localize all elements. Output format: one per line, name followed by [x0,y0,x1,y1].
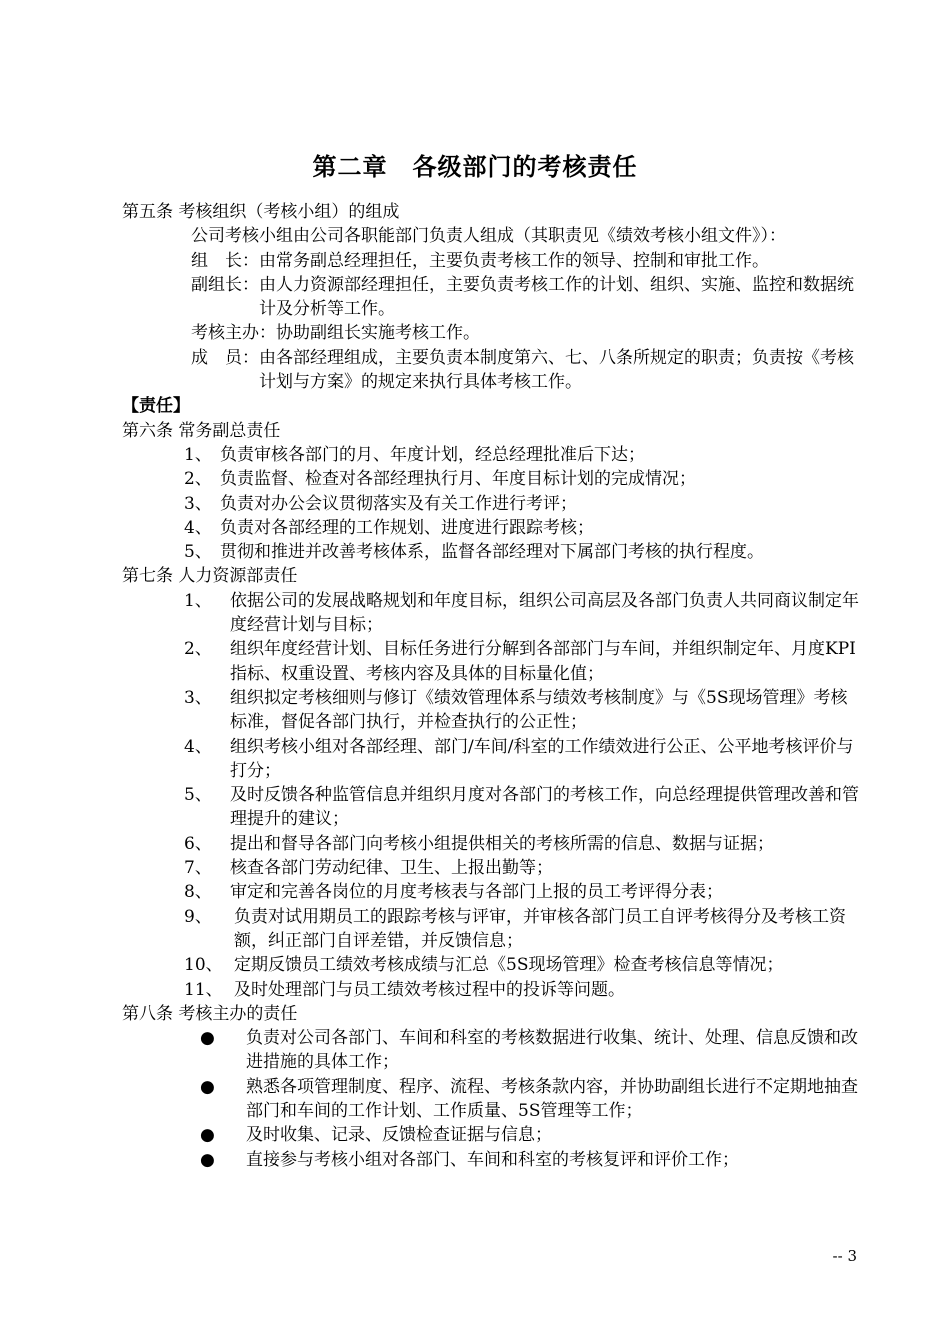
list-item [184,905,864,954]
item-text: 及时处理部门与员工绩效考核过程中的投诉等问题。 [234,979,625,1000]
bullet-icon: ● [200,1076,215,1097]
item-number: 3、 [184,687,212,708]
item-text: 直接参与考核小组对各部门、车间和科室的考核复评和评价工作； [246,1149,739,1170]
role-text: 协助副组长实施考核工作。 [276,323,480,344]
list-item [184,467,864,491]
item-text: 负责对各部经理的工作规划、进度进行跟踪考核； [220,517,594,538]
item-text: 负责对办公会议贯彻落实及有关工作进行考评； [220,493,577,514]
list-item [184,589,864,638]
article-5-intro: 公司考核小组由公司各职能部门负责人组成（其职责见《绩效考核小组文件》）： [191,226,786,247]
list-item [184,856,864,880]
section-tag: 【责任】 [122,396,190,417]
role-deputy-leader [122,273,864,322]
article-7-list [122,589,864,1002]
role-label: 副组长： [191,274,259,295]
item-number: 2、 [184,639,212,660]
item-text: 负责监督、检查对各部经理执行月、年度目标计划的完成情况； [220,469,696,490]
item-number: 3、 [184,493,212,514]
list-item [184,686,864,735]
bullet-icon: ● [200,1125,215,1146]
article-6-list [122,443,864,564]
item-text: 定期反馈员工绩效考核成绩与汇总《5S现场管理》检查考核信息等情况； [234,955,784,976]
list-item [200,1123,864,1147]
item-number: 4、 [184,736,212,757]
item-text: 贯彻和推进并改善考核体系，监督各部经理对下属部门考核的执行程度。 [220,542,764,563]
item-number: 11、 [184,979,223,1000]
article-8-list [122,1026,864,1172]
item-number: 1、 [184,590,212,611]
list-item [184,637,864,686]
document-body [122,200,864,1172]
item-text: 负责对试用期员工的跟踪考核与评审，并审核各部门员工自评考核得分及考核工资额，纠正部门自评差错，并反馈信息； [234,906,846,951]
role-label: 成 员： [191,347,259,368]
role-leader [122,249,864,273]
role-label: 组 长： [191,250,259,271]
role-text: 由常务副总经理担任，主要负责考核工作的领导、控制和审批工作。 [259,250,769,271]
bullet-icon: ● [200,1028,215,1049]
article-6-heading: 第六条 常务副总责任 [122,420,281,441]
item-number: 9、 [184,906,212,927]
list-item [184,492,864,516]
item-text: 熟悉各项管理制度、程序、流程、考核条款内容，并协助副组长进行不定期地抽查部门和车间的工作计划、工作质量、5S管理等工作； [246,1076,858,1121]
role-organizer [122,321,864,345]
list-item [184,516,864,540]
bullet-icon: ● [200,1149,215,1170]
item-number: 5、 [184,542,212,563]
item-text: 及时反馈各种监管信息并组织月度对各部门的考核工作，向总经理提供管理改善和管理提升的建议； [230,785,859,830]
item-number: 5、 [184,785,212,806]
item-text: 负责审核各部门的月、年度计划，经总经理批准后下达； [220,444,645,465]
list-item [200,1075,864,1124]
role-member [122,346,864,395]
item-text: 负责对公司各部门、车间和科室的考核数据进行收集、统计、处理、信息反馈和改进措施的具体工作； [246,1028,858,1073]
list-item [184,953,864,977]
item-number: 8、 [184,882,212,903]
list-item [200,1148,864,1172]
list-item [184,978,864,1002]
article-5-heading: 第五条 考核组织（考核小组）的组成 [122,202,400,222]
page-number: -- 3 [832,1247,857,1265]
list-item [184,735,864,784]
list-item [184,443,864,467]
item-number: 1、 [184,444,212,465]
list-item [200,1026,864,1075]
item-text: 及时收集、记录、反馈检查证据与信息； [246,1125,552,1146]
item-number: 10、 [184,955,223,976]
list-item [184,783,864,832]
article-8-heading: 第八条 考核主办的责任 [122,1003,298,1024]
role-label: 考核主办： [191,323,276,344]
chapter-title: 第二章 各级部门的考核责任 [312,153,638,181]
item-number: 4、 [184,517,212,538]
item-text: 审定和完善各岗位的月度考核表与各部门上报的员工考评得分表； [230,882,723,903]
item-text: 组织拟定考核细则与修订《绩效管理体系与绩效考核制度》与《5S现场管理》考核标准，督促各部门执行，并检查执行的公正性； [230,687,848,733]
role-text: 由各部经理组成，主要负责本制度第六、七、八条所规定的职责；负责按《考核计划与方案》的规定来执行具体考核工作。 [259,347,854,393]
item-text: 组织年度经营计划、目标任务进行分解到各部部门与车间，并组织制定年、月度KPI指标、权重设置、考核内容及具体的目标量化值； [230,639,856,684]
item-text: 依据公司的发展战略规划和年度目标，组织公司高层及各部门负责人共同商议制定年度经营计划与目标； [230,590,859,636]
item-number: 7、 [184,858,212,879]
item-number: 6、 [184,833,212,854]
item-text: 提出和督导各部门向考核小组提供相关的考核所需的信息、数据与证据； [230,833,774,854]
item-number: 2、 [184,469,212,490]
list-item [184,880,864,904]
item-text: 组织考核小组对各部经理、部门/车间/科室的工作绩效进行公正、公平地考核评价与打分； [230,736,854,781]
article-7-heading: 第七条 人力资源部责任 [122,566,298,587]
list-item [184,832,864,856]
item-text: 核查各部门劳动纪律、卫生、上报出勤等； [230,858,553,879]
role-text: 由人力资源部经理担任，主要负责考核工作的计划、组织、实施、监控和数据统计及分析等工作。 [259,274,854,320]
list-item [184,540,864,564]
